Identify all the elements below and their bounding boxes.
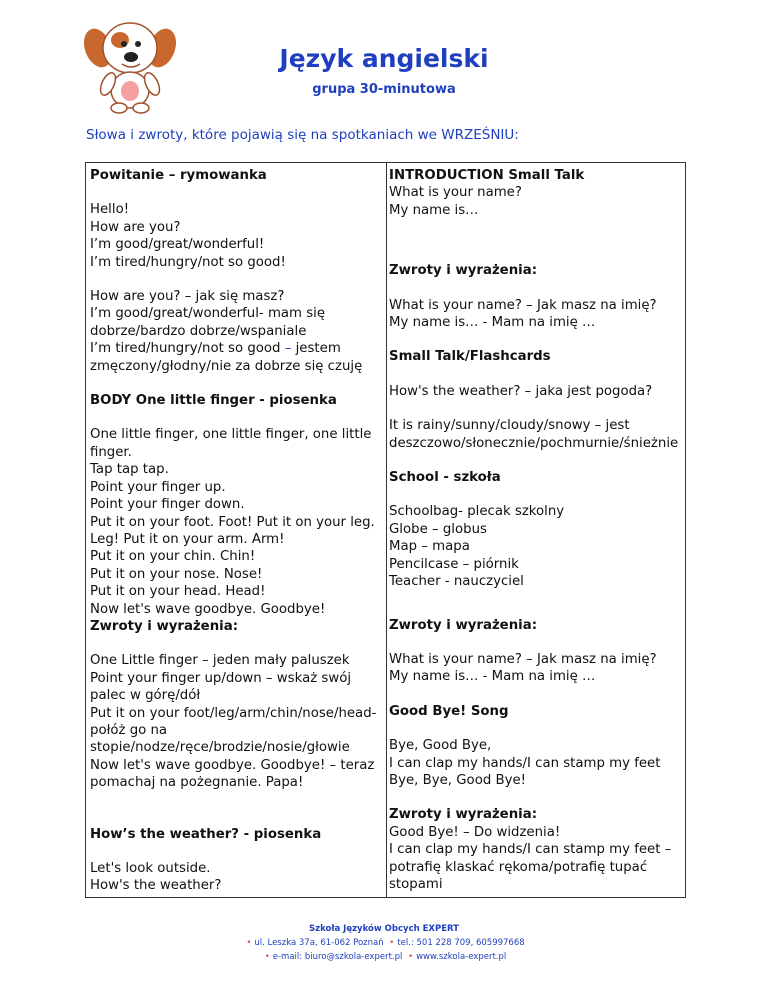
body-song-lines: One little finger, one little finger, one little finger. Tap tap tap. Point your finger up. Point your finger down. Put it on your foot. Foot! Put it on your leg. Leg! Put it on your arm. Arm! Put it on your chin. Chin! Put it on your nose. Nose! Put it on your head. Head! Now let's wave goodbye. Goodbye! [90,427,375,617]
footer-contact-line [0,938,768,948]
page-title: Język angielski [279,44,489,73]
bullet-icon: • [389,938,395,948]
goodbye-lines: Bye, Good Bye, I can clap my hands/I can stamp my feet Bye, Bye, Good Bye! [389,738,661,788]
weather-answer: It is rainy/sunny/cloudy/snowy – jest deszczowo/słonecznie/pochmurnie/śnieżnie [389,418,679,451]
introduction-heading: INTRODUCTION Small Talk [389,168,585,183]
page-subtitle: grupa 30-minutowa [312,82,456,97]
school-heading: School - szkoła [389,470,501,486]
bullet-icon: • [408,952,414,962]
song-phrases-heading: Zwroty i wyrażenia: [90,618,239,634]
introduction-lines: What is your name? My name is… [389,185,522,218]
weather-song-lines: Let's look outside. How's the weather? [90,861,222,894]
phrases-heading-2: Zwroty i wyrażenia: [389,617,538,633]
footer-web-line [0,952,768,962]
bullet-icon: • [264,952,270,962]
column-divider [386,163,387,897]
greeting-translation: How are you? – jak się masz? I’m good/great/wonderful- mam się dobrze/bardzo dobrze/wspaniale I’m tired/hungry/not so good – jestem zmęczony/głodny/nie za dobrze się czuję [90,289,363,374]
weather-question: How's the weather? – jaka jest pogoda? [389,383,653,399]
vocabulary-table [85,162,686,898]
footer-address: ul. Leszka 37a, 61-062 Poznań [254,938,384,948]
body-song-heading: BODY One little finger - piosenka [90,393,337,409]
right-column [389,167,683,893]
school-lines: Schoolbag- plecak szkolny Globe – globus Map – mapa Pencilcase – piórnik Teacher - nauczyciel [389,504,565,590]
intro-text: Słowa i zwroty, które pojawią się na spotkaniach we WRZEŚNIU: [86,127,519,143]
greeting-heading: Powitanie – rymowanka [90,168,267,183]
song-translation: One Little finger – jeden mały paluszek Point your finger up/down – wskaż swój palec w górę/dół Put it on your foot/leg/arm/chin/nose/head- połóż go na stopie/nodze/ręce/brodzie/nosie/głowie Now let's wave goodbye. Goodbye! – teraz pomachaj na pożegnanie. Papa! [90,653,377,791]
smalltalk-heading: Small Talk/Flashcards [389,349,551,365]
goodbye-heading: Good Bye! Song [389,703,509,719]
phrases-lines-2: What is your name? – Jak masz na imię? My name is… - Mam na imię … [389,651,657,685]
phrases-lines-1: What is your name? – Jak masz na imię? My name is… - Mam na imię … [389,297,657,331]
greeting-lines: Hello! How are you? I’m good/great/wonderful! I’m tired/hungry/not so good! [90,202,286,270]
footer-school-name: Szkoła Języków Obcych EXPERT [309,924,459,934]
phrases-heading-3: Zwroty i wyrażenia: [389,807,538,823]
footer-email[interactable]: e-mail: biuro@szkola-expert.pl [272,952,403,962]
goodbye-translation: Good Bye! – Do widzenia! I can clap my hands/I can stamp my feet – potrafię klaskać rękoma/potrafię tupać stopami [389,824,672,892]
phrases-heading-1: Zwroty i wyrażenia: [389,263,538,279]
footer-website[interactable]: www.szkola-expert.pl [416,952,507,962]
left-column [90,167,382,895]
footer-phone: tel.: 501 228 709, 605997668 [397,938,525,948]
bullet-icon: • [246,938,252,948]
weather-song-heading: How’s the weather? - piosenka [90,826,322,842]
